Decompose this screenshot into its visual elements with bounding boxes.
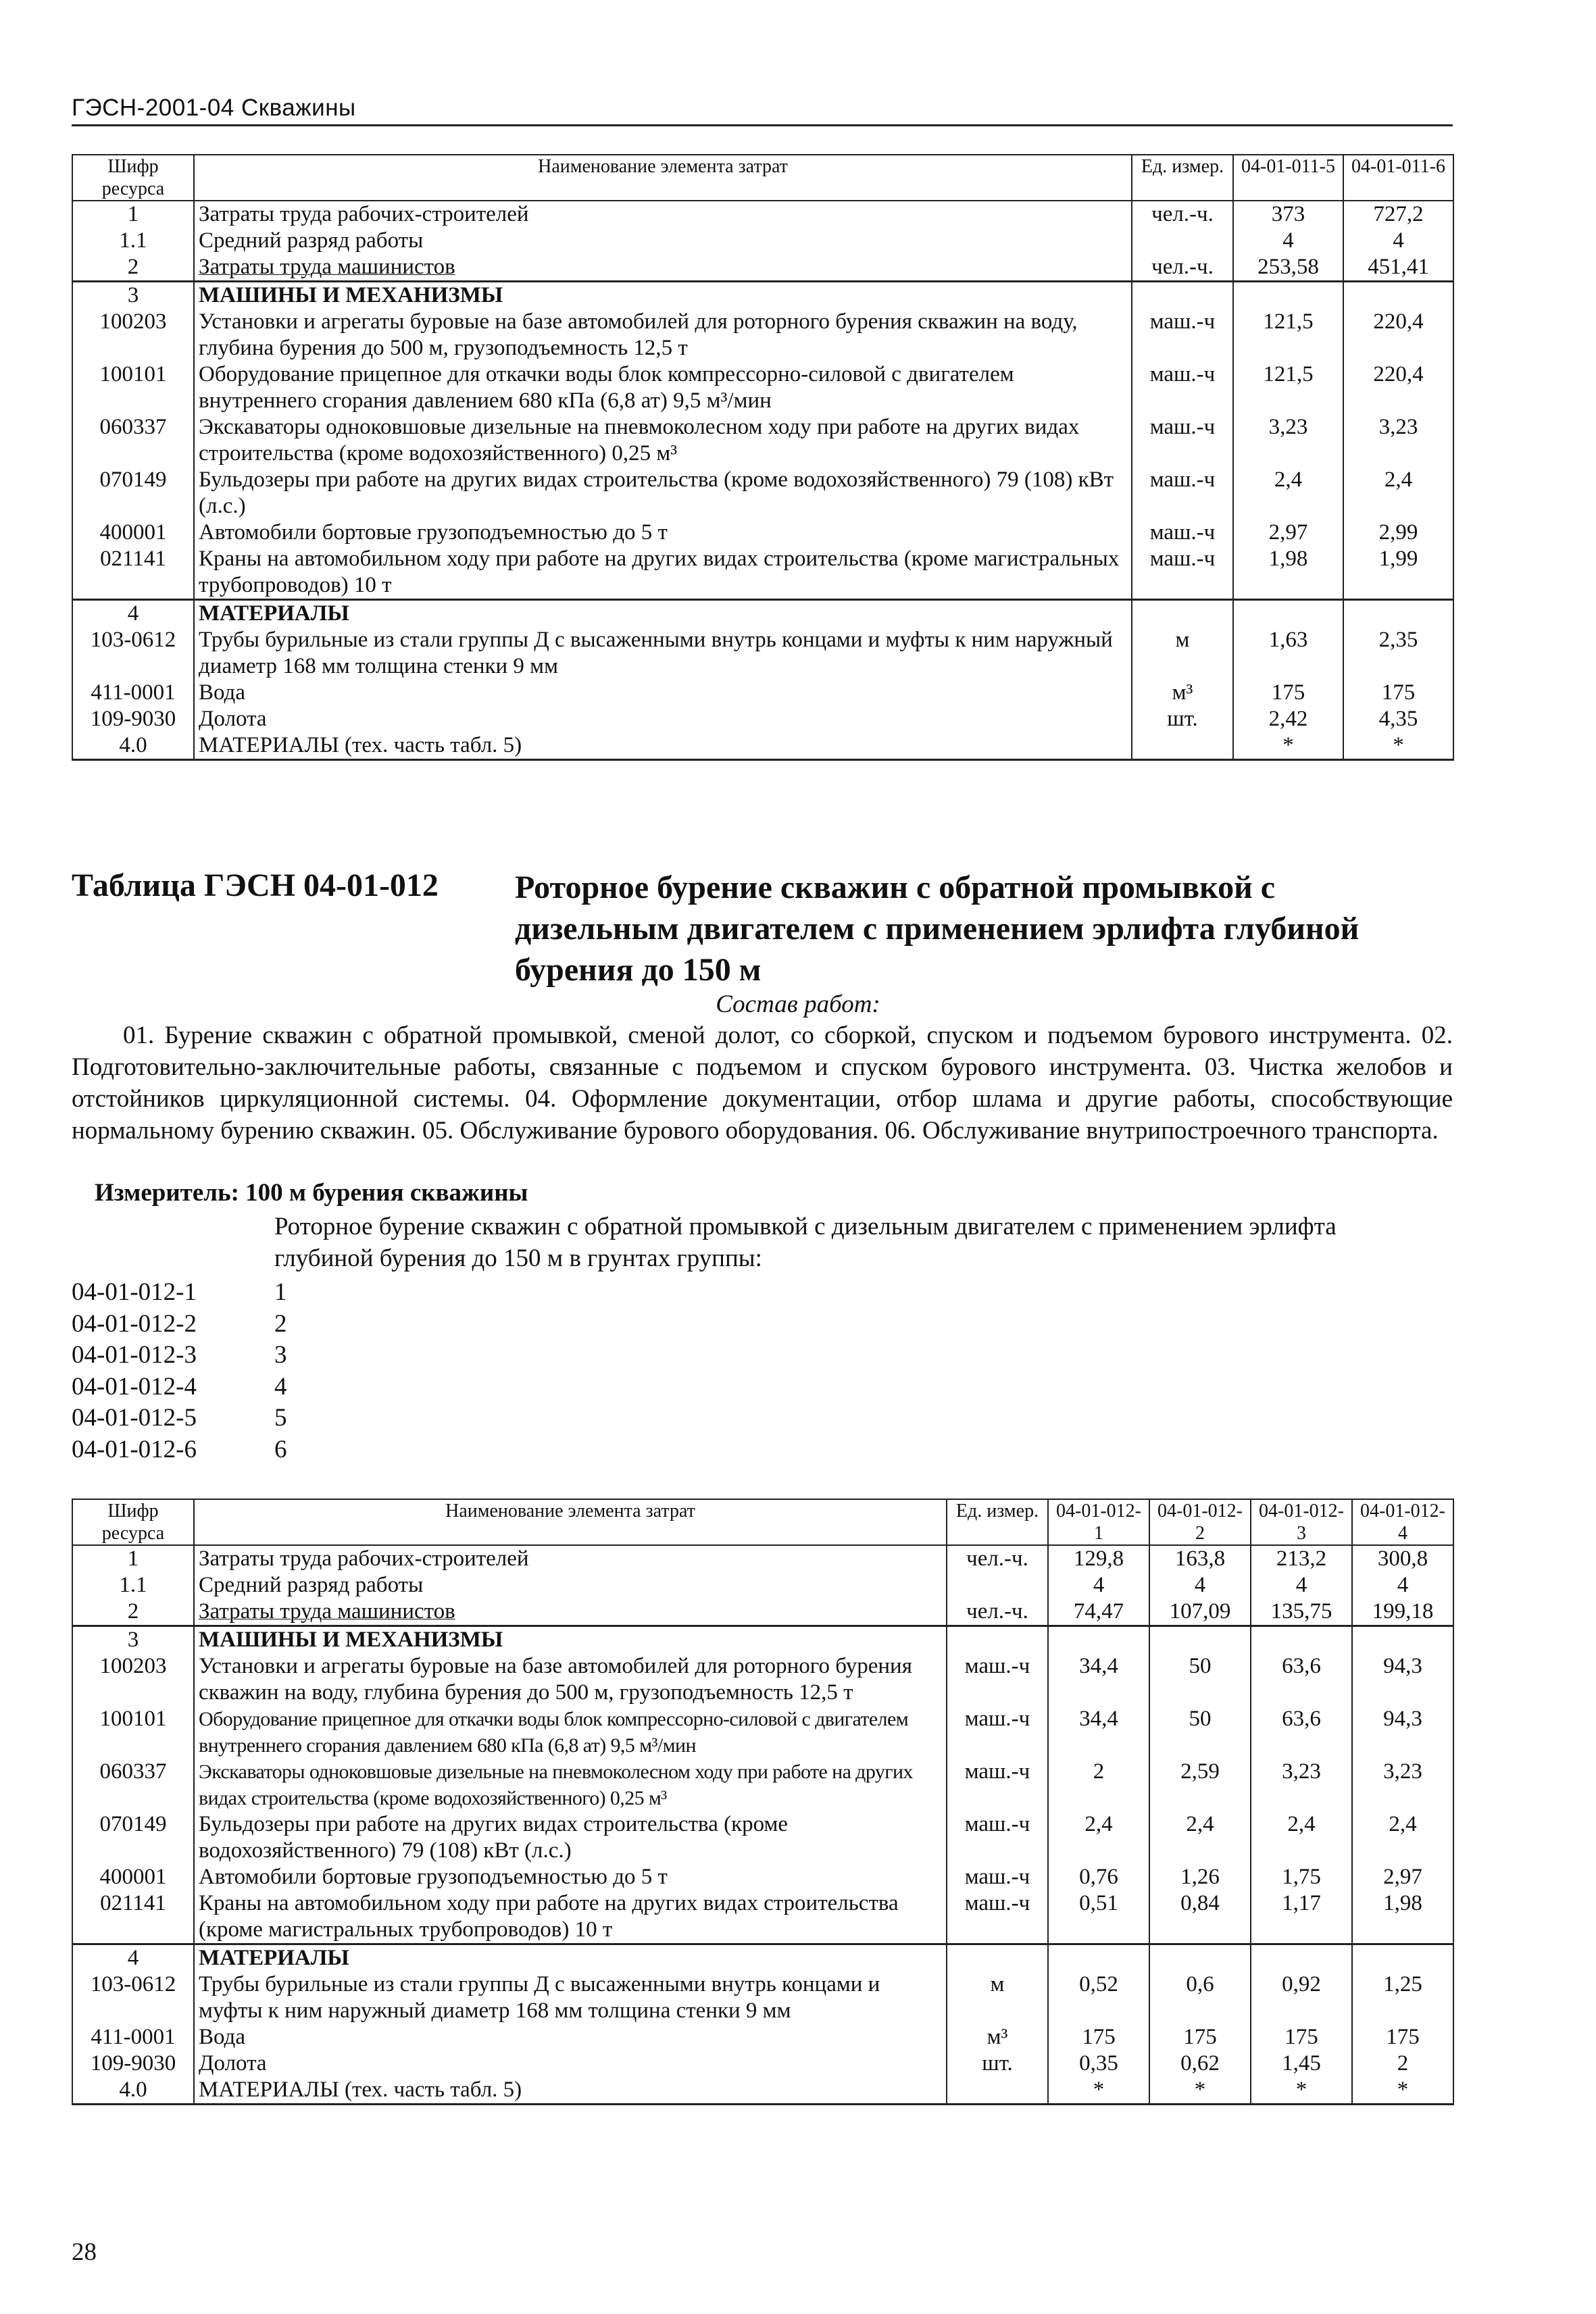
- value-cell: *: [1149, 2077, 1251, 2105]
- variant-group: 3: [274, 1341, 287, 1369]
- value-cell: 2,4: [1251, 1811, 1352, 1864]
- unit-cell: [1132, 600, 1233, 628]
- cost-element-name: Оборудование прицепное для откачки воды блок компрессорно-силовой с двигателем внутреннего сгорания давлением 680 кПа (6,8 ат) 9,5 м³/мин: [194, 1706, 947, 1759]
- unit-cell: [947, 1944, 1048, 1972]
- value-cell: 135,75: [1251, 1599, 1352, 1626]
- resource-code: 1: [72, 201, 194, 228]
- resource-code: 021141: [72, 1890, 194, 1944]
- value-cell: [1048, 1626, 1149, 1654]
- cost-element-name: Трубы бурильные из стали группы Д с высаженными внутрь концами и муфты к ним наружный диаметр 168 мм толщина стенки 9 мм: [194, 627, 1132, 680]
- unit-cell: [947, 2077, 1048, 2105]
- value-cell: 2,97: [1233, 520, 1343, 546]
- value-cell: 129,8: [1048, 1545, 1149, 1572]
- resource-code: 3: [72, 282, 194, 309]
- value-cell: 2,35: [1343, 627, 1453, 680]
- value-cell: 4: [1048, 1572, 1149, 1599]
- value-cell: 94,3: [1352, 1706, 1453, 1759]
- value-cell: [1149, 1626, 1251, 1654]
- value-cell: *: [1233, 732, 1343, 760]
- cost-element-name: Затраты труда машинистов: [194, 1599, 947, 1626]
- value-cell: 34,4: [1048, 1653, 1149, 1706]
- table-row: [72, 1599, 1453, 1626]
- value-cell: *: [1343, 732, 1453, 760]
- value-cell: 74,47: [1048, 1599, 1149, 1626]
- value-cell: 2: [1048, 1759, 1149, 1811]
- cost-element-name: Долота: [194, 2051, 947, 2077]
- table-row: [72, 1545, 1453, 1572]
- list-item: [72, 1340, 315, 1372]
- value-cell: 1,63: [1233, 627, 1343, 680]
- value-cell: 175: [1352, 2024, 1453, 2051]
- value-cell: 121,5: [1233, 309, 1343, 361]
- variants-intro: Роторное бурение скважин с обратной промывкой с дизельным двигателем с применением эрлифта глубиной бурения до 150 м в грунтах группы:: [274, 1213, 1337, 1272]
- page-number: 28: [72, 2238, 97, 2266]
- resource-code: 021141: [72, 546, 194, 600]
- unit-cell: маш.-ч: [947, 1811, 1048, 1864]
- value-cell: [1149, 1944, 1251, 1972]
- value-cell: 253,58: [1233, 254, 1343, 282]
- variant-group: 5: [274, 1404, 287, 1432]
- cost-element-name: Затраты труда машинистов: [194, 254, 1132, 282]
- value-cell: 2,59: [1149, 1759, 1251, 1811]
- value-cell: 220,4: [1343, 361, 1453, 414]
- value-cell: 4: [1352, 1572, 1453, 1599]
- cost-element-name: Оборудование прицепное для откачки воды блок компрессорно-силовой с двигателем внутреннего сгорания давлением 680 кПа (6,8 ат) 9,5 м³/мин: [194, 361, 1132, 414]
- value-cell: 0,6: [1149, 1971, 1251, 2024]
- value-cell: [1251, 1944, 1352, 1972]
- table-row: [72, 1864, 1453, 1890]
- measure-value: 100 м бурения скважины: [245, 1179, 528, 1207]
- table-header-row: [72, 155, 1453, 201]
- resource-code: 4: [72, 600, 194, 628]
- value-cell: 213,2: [1251, 1545, 1352, 1572]
- col-header-variant: 04-01-012-1: [1048, 1499, 1149, 1545]
- value-cell: 2,4: [1149, 1811, 1251, 1864]
- value-cell: 63,6: [1251, 1706, 1352, 1759]
- value-cell: 175: [1048, 2024, 1149, 2051]
- value-cell: 2,4: [1048, 1811, 1149, 1864]
- variant-group: 4: [274, 1372, 287, 1401]
- value-cell: 50: [1149, 1706, 1251, 1759]
- col-header-code: Шифр ресурса: [72, 155, 194, 201]
- unit-cell: [1132, 228, 1233, 254]
- value-cell: 2,4: [1343, 467, 1453, 520]
- cost-element-name: Экскаваторы одноковшовые дизельные на пневмоколесном ходу при работе на других видах строительства (кроме водохозяйственного) 0,25 м³: [194, 414, 1132, 467]
- table-row: [72, 546, 1453, 600]
- resource-code: 411-0001: [72, 680, 194, 706]
- resource-code: 100203: [72, 1653, 194, 1706]
- value-cell: 175: [1343, 680, 1453, 706]
- col-header-variant: 04-01-011-5: [1233, 155, 1343, 201]
- col-header-unit: Ед. измер.: [1132, 155, 1233, 201]
- value-cell: *: [1352, 2077, 1453, 2105]
- variant-code: 04-01-012-6: [72, 1435, 197, 1463]
- value-cell: 2,4: [1352, 1811, 1453, 1864]
- variant-group: 1: [274, 1278, 287, 1306]
- unit-cell: м: [947, 1971, 1048, 2024]
- value-cell: 2: [1352, 2051, 1453, 2077]
- section-title: МАТЕРИАЛЫ: [194, 1944, 947, 1972]
- table-title: Роторное бурение скважин с обратной промывкой с дизельным двигателем с применением эрлифта глубиной бурения до 150 м: [515, 870, 1360, 988]
- resource-code: 2: [72, 1599, 194, 1626]
- value-cell: 50: [1149, 1653, 1251, 1706]
- cost-element-name: Затраты труда рабочих-строителей: [194, 201, 1132, 228]
- value-cell: 0,62: [1149, 2051, 1251, 2077]
- table-row: [72, 361, 1453, 414]
- value-cell: 220,4: [1343, 309, 1453, 361]
- resource-code: 4: [72, 1944, 194, 1972]
- unit-cell: маш.-ч: [947, 1759, 1048, 1811]
- value-cell: 1,45: [1251, 2051, 1352, 2077]
- works-heading: Состав работ:: [716, 990, 880, 1018]
- variant-group: 6: [274, 1435, 287, 1463]
- table-header-row: [72, 1499, 1453, 1545]
- unit-cell: маш.-ч: [1132, 361, 1233, 414]
- table-row: [72, 2024, 1453, 2051]
- value-cell: [1233, 600, 1343, 628]
- cost-element-name: Краны на автомобильном ходу при работе на других видах строительства (кроме магистральных трубопроводов) 10 т: [194, 546, 1132, 600]
- value-cell: 300,8: [1352, 1545, 1453, 1572]
- list-item: [72, 1372, 315, 1403]
- value-cell: [1048, 1944, 1149, 1972]
- value-cell: 3,23: [1343, 414, 1453, 467]
- resource-code: 060337: [72, 1759, 194, 1811]
- resource-code: 109-9030: [72, 2051, 194, 2077]
- unit-cell: м: [1132, 627, 1233, 680]
- table-row: [72, 1572, 1453, 1599]
- unit-cell: маш.-ч: [947, 1864, 1048, 1890]
- cost-element-name: Бульдозеры при работе на других видах строительства (кроме водохозяйственного) 79 (108) кВт (л.с.): [194, 467, 1132, 520]
- col-header-name: Наименование элемента затрат: [194, 155, 1132, 201]
- unit-cell: шт.: [1132, 706, 1233, 732]
- table-row: [72, 2051, 1453, 2077]
- value-cell: 4: [1251, 1572, 1352, 1599]
- value-cell: 1,25: [1352, 1971, 1453, 2024]
- resource-code: 060337: [72, 414, 194, 467]
- section-title: МАТЕРИАЛЫ: [194, 600, 1132, 628]
- running-header: ГЭСН-2001-04 Скважины: [72, 95, 1453, 126]
- table-number: Таблица ГЭСН 04-01-012: [72, 867, 439, 903]
- list-item: [72, 1403, 315, 1434]
- resource-code: 100101: [72, 1706, 194, 1759]
- value-cell: 2,97: [1352, 1864, 1453, 1890]
- value-cell: [1352, 1944, 1453, 1972]
- cost-element-name: Установки и агрегаты буровые на базе автомобилей для роторного бурения скважин на воду, глубина бурения до 500 м, грузоподъемность 12,5 т: [194, 1653, 947, 1706]
- value-cell: 2,4: [1233, 467, 1343, 520]
- value-cell: *: [1048, 2077, 1149, 2105]
- value-cell: 1,26: [1149, 1864, 1251, 1890]
- value-cell: 1,99: [1343, 546, 1453, 600]
- unit-cell: чел.-ч.: [947, 1599, 1048, 1626]
- value-cell: 0,35: [1048, 2051, 1149, 2077]
- unit-cell: [947, 1572, 1048, 1599]
- value-cell: *: [1251, 2077, 1352, 2105]
- cost-table-main: [72, 1499, 1454, 2105]
- cost-element-name: Автомобили бортовые грузоподъемностью до 5 т: [194, 520, 1132, 546]
- value-cell: [1352, 1626, 1453, 1654]
- value-cell: 0,84: [1149, 1890, 1251, 1944]
- measure-line: [95, 1178, 528, 1207]
- resource-code: 2: [72, 254, 194, 282]
- cost-element-name: Вода: [194, 680, 1132, 706]
- unit-cell: маш.-ч: [1132, 520, 1233, 546]
- cost-element-name: Трубы бурильные из стали группы Д с высаженными внутрь концами и муфты к ним наружный диаметр 168 мм толщина стенки 9 мм: [194, 1971, 947, 2024]
- col-header-variant: 04-01-012-3: [1251, 1499, 1352, 1545]
- unit-cell: маш.-ч: [1132, 467, 1233, 520]
- value-cell: 3,23: [1233, 414, 1343, 467]
- table-row: [72, 680, 1453, 706]
- unit-cell: шт.: [947, 2051, 1048, 2077]
- value-cell: 2,99: [1343, 520, 1453, 546]
- resource-code: 070149: [72, 1811, 194, 1864]
- variant-group: 2: [274, 1309, 287, 1338]
- list-item: [72, 1277, 315, 1309]
- cost-element-name: Долота: [194, 706, 1132, 732]
- col-header-variant: 04-01-012-2: [1149, 1499, 1251, 1545]
- resource-code: 4.0: [72, 732, 194, 760]
- col-header-name: Наименование элемента затрат: [194, 1499, 947, 1545]
- table-row: [72, 201, 1453, 228]
- section-row: [72, 282, 1453, 309]
- resource-code: 109-9030: [72, 706, 194, 732]
- resource-code: 1: [72, 1545, 194, 1572]
- unit-cell: чел.-ч.: [1132, 201, 1233, 228]
- value-cell: 175: [1251, 2024, 1352, 2051]
- unit-cell: чел.-ч.: [1132, 254, 1233, 282]
- section-title: МАШИНЫ И МЕХАНИЗМЫ: [194, 282, 1132, 309]
- value-cell: 34,4: [1048, 1706, 1149, 1759]
- value-cell: 3,23: [1352, 1759, 1453, 1811]
- cost-element-name: Средний разряд работы: [194, 228, 1132, 254]
- value-cell: [1251, 1626, 1352, 1654]
- unit-cell: [1132, 732, 1233, 760]
- cost-element-name: Бульдозеры при работе на других видах строительства (кроме водохозяйственного) 79 (108) кВт (л.с.): [194, 1811, 947, 1864]
- list-item: [72, 1434, 315, 1466]
- value-cell: 175: [1233, 680, 1343, 706]
- variants-list: [72, 1277, 315, 1465]
- list-item: [72, 1309, 315, 1340]
- cost-element-name: Краны на автомобильном ходу при работе на других видах строительства (кроме магистральных трубопроводов) 10 т: [194, 1890, 947, 1944]
- table-row: [72, 467, 1453, 520]
- table-row: [72, 627, 1453, 680]
- resource-code: 400001: [72, 520, 194, 546]
- section-row: [72, 1626, 1453, 1654]
- unit-cell: маш.-ч: [947, 1706, 1048, 1759]
- cost-element-name: Средний разряд работы: [194, 1572, 947, 1599]
- unit-cell: маш.-ч: [1132, 546, 1233, 600]
- resource-code: 4.0: [72, 2077, 194, 2105]
- variant-code: 04-01-012-1: [72, 1278, 197, 1306]
- value-cell: 4,35: [1343, 706, 1453, 732]
- cost-element-name: Вода: [194, 2024, 947, 2051]
- table-row: [72, 1653, 1453, 1706]
- col-header-code: Шифр ресурса: [72, 1499, 194, 1545]
- table-row: [72, 2077, 1453, 2105]
- table-row: [72, 1811, 1453, 1864]
- col-header-unit: Ед. измер.: [947, 1499, 1048, 1545]
- value-cell: 4: [1149, 1572, 1251, 1599]
- table-row: [72, 1759, 1453, 1811]
- unit-cell: маш.-ч: [1132, 414, 1233, 467]
- unit-cell: м³: [1132, 680, 1233, 706]
- variant-code: 04-01-012-3: [72, 1341, 197, 1369]
- resource-code: 100203: [72, 309, 194, 361]
- resource-code: 070149: [72, 467, 194, 520]
- resource-code: 1.1: [72, 228, 194, 254]
- unit-cell: [1132, 282, 1233, 309]
- value-cell: 1,98: [1352, 1890, 1453, 1944]
- cost-element-name: Затраты труда рабочих-строителей: [194, 1545, 947, 1572]
- resource-code: 3: [72, 1626, 194, 1654]
- table-row: [72, 1890, 1453, 1944]
- value-cell: 1,75: [1251, 1864, 1352, 1890]
- value-cell: 199,18: [1352, 1599, 1453, 1626]
- cost-element-name: МАТЕРИАЛЫ (тех. часть табл. 5): [194, 732, 1132, 760]
- value-cell: [1343, 600, 1453, 628]
- table-row: [72, 732, 1453, 760]
- value-cell: 4: [1233, 228, 1343, 254]
- resource-code: 1.1: [72, 1572, 194, 1599]
- measure-label: Измеритель:: [95, 1179, 239, 1207]
- resource-code: 103-0612: [72, 627, 194, 680]
- resource-code: 103-0612: [72, 1971, 194, 2024]
- unit-cell: маш.-ч: [947, 1890, 1048, 1944]
- section-row: [72, 600, 1453, 628]
- table-row: [72, 1971, 1453, 2024]
- table-row: [72, 309, 1453, 361]
- unit-cell: м³: [947, 2024, 1048, 2051]
- table-row: [72, 520, 1453, 546]
- resource-code: 100101: [72, 361, 194, 414]
- unit-cell: чел.-ч.: [947, 1545, 1048, 1572]
- table-row: [72, 1706, 1453, 1759]
- unit-cell: маш.-ч: [1132, 309, 1233, 361]
- value-cell: 163,8: [1149, 1545, 1251, 1572]
- value-cell: 0,51: [1048, 1890, 1149, 1944]
- value-cell: 121,5: [1233, 361, 1343, 414]
- variant-code: 04-01-012-2: [72, 1309, 197, 1338]
- value-cell: 373: [1233, 201, 1343, 228]
- value-cell: 1,98: [1233, 546, 1343, 600]
- resource-code: 411-0001: [72, 2024, 194, 2051]
- section-title: МАШИНЫ И МЕХАНИЗМЫ: [194, 1626, 947, 1654]
- value-cell: 451,41: [1343, 254, 1453, 282]
- cost-element-name: Установки и агрегаты буровые на базе автомобилей для роторного бурения скважин на воду, глубина бурения до 500 м, грузоподъемность 12,5 т: [194, 309, 1132, 361]
- cost-table-prev: [72, 154, 1454, 761]
- col-header-variant: 04-01-011-6: [1343, 155, 1453, 201]
- unit-cell: [947, 1626, 1048, 1654]
- unit-cell: маш.-ч: [947, 1653, 1048, 1706]
- value-cell: 4: [1343, 228, 1453, 254]
- table-row: [72, 706, 1453, 732]
- value-cell: 2,42: [1233, 706, 1343, 732]
- section-row: [72, 1944, 1453, 1972]
- value-cell: [1343, 282, 1453, 309]
- cost-element-name: Автомобили бортовые грузоподъемностью до 5 т: [194, 1864, 947, 1890]
- value-cell: 0,52: [1048, 1971, 1149, 2024]
- variant-code: 04-01-012-5: [72, 1404, 197, 1432]
- value-cell: 727,2: [1343, 201, 1453, 228]
- cost-element-name: Экскаваторы одноковшовые дизельные на пневмоколесном ходу при работе на других видах строительства (кроме водохозяйственного) 0,25 м³: [194, 1759, 947, 1811]
- value-cell: 1,17: [1251, 1890, 1352, 1944]
- value-cell: 0,92: [1251, 1971, 1352, 2024]
- value-cell: [1233, 282, 1343, 309]
- works-description: 01. Бурение скважин с обратной промывкой, сменой долот, со сборкой, спуском и подъемом бурового инструмента. 02. Подготовительно-заключительные работы, связанные с подъемом и спуском бурового инструмента. 03. Чистка желобов и отстойников циркуляционной системы. 04. Оформление документации, отбор шлама и другие работы, способствующие нормальному бурению скважин. 05. Обслуживание бурового оборудования. 06. Обслуживание внутрипостроечного транспорта.: [72, 1022, 1453, 1145]
- value-cell: 3,23: [1251, 1759, 1352, 1811]
- variant-code: 04-01-012-4: [72, 1372, 197, 1401]
- value-cell: 0,76: [1048, 1864, 1149, 1890]
- table-row: [72, 228, 1453, 254]
- cost-element-name: МАТЕРИАЛЫ (тех. часть табл. 5): [194, 2077, 947, 2105]
- resource-code: 400001: [72, 1864, 194, 1890]
- col-header-variant: 04-01-012-4: [1352, 1499, 1453, 1545]
- table-row: [72, 254, 1453, 282]
- table-row: [72, 414, 1453, 467]
- value-cell: 94,3: [1352, 1653, 1453, 1706]
- value-cell: 63,6: [1251, 1653, 1352, 1706]
- value-cell: 175: [1149, 2024, 1251, 2051]
- value-cell: 107,09: [1149, 1599, 1251, 1626]
